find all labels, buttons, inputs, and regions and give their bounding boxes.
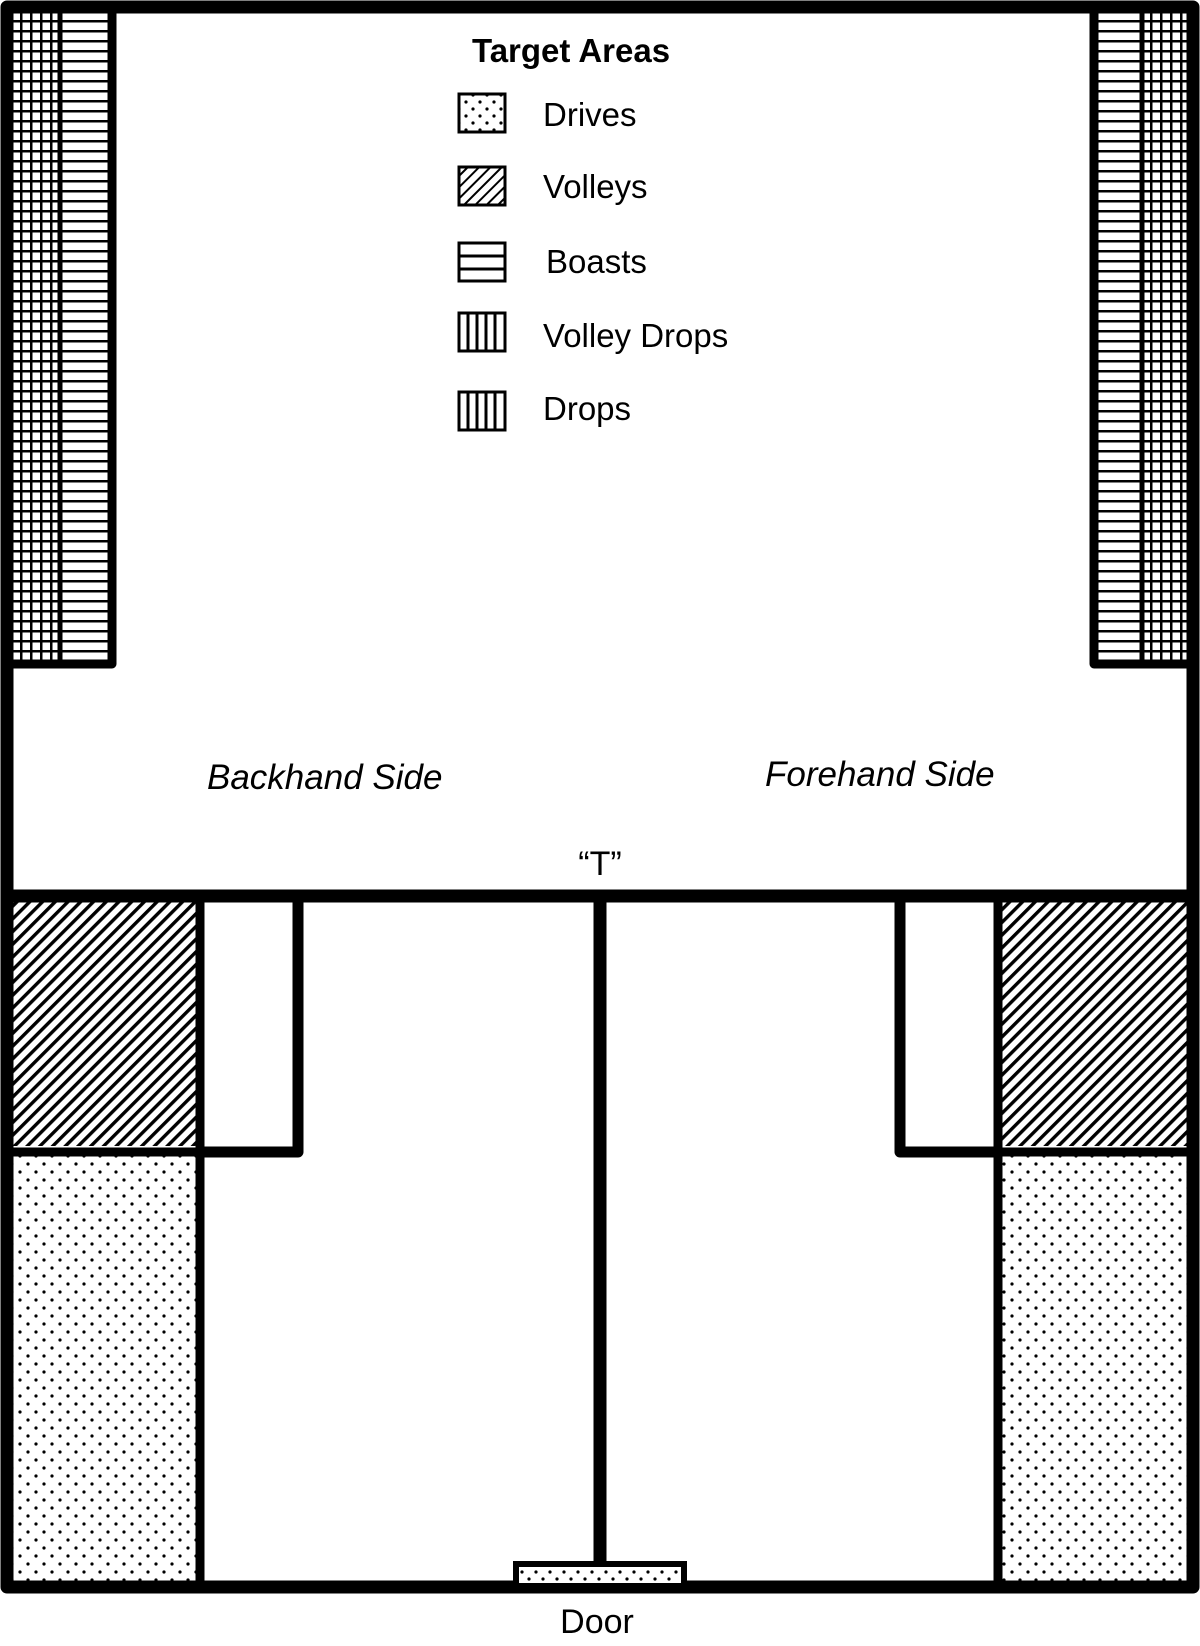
backhand-side-label: Backhand Side bbox=[207, 758, 443, 797]
legend-swatch-boasts bbox=[459, 243, 505, 281]
door bbox=[516, 1564, 684, 1586]
right-drives-area bbox=[998, 1152, 1188, 1582]
t-label: “T” bbox=[578, 845, 622, 883]
legend-swatch-drives bbox=[459, 94, 505, 132]
right-drops-area bbox=[1146, 12, 1188, 664]
left-drives-area bbox=[12, 1152, 200, 1582]
legend-swatch-volley-drops bbox=[459, 313, 505, 351]
left-boasts-area bbox=[60, 12, 112, 664]
left-volleys-area bbox=[12, 896, 200, 1146]
right-boasts-area bbox=[1094, 12, 1146, 664]
legend-label-drops: Drops bbox=[543, 390, 632, 427]
legend-label-volleys: Volleys bbox=[543, 168, 648, 205]
legend-swatch-volleys bbox=[459, 167, 505, 205]
door-label: Door bbox=[560, 1603, 634, 1641]
legend-label-volley-drops: Volley Drops bbox=[543, 317, 729, 354]
left-drops-area bbox=[12, 12, 60, 664]
legend-label-boasts: Boasts bbox=[546, 243, 647, 280]
legend-swatch-drops bbox=[459, 392, 505, 430]
right-volleys-area bbox=[998, 896, 1188, 1146]
legend-title: Target Areas bbox=[472, 32, 671, 69]
legend-label-drives: Drives bbox=[543, 96, 637, 133]
legend bbox=[459, 32, 728, 430]
forehand-side-label: Forehand Side bbox=[765, 755, 995, 794]
